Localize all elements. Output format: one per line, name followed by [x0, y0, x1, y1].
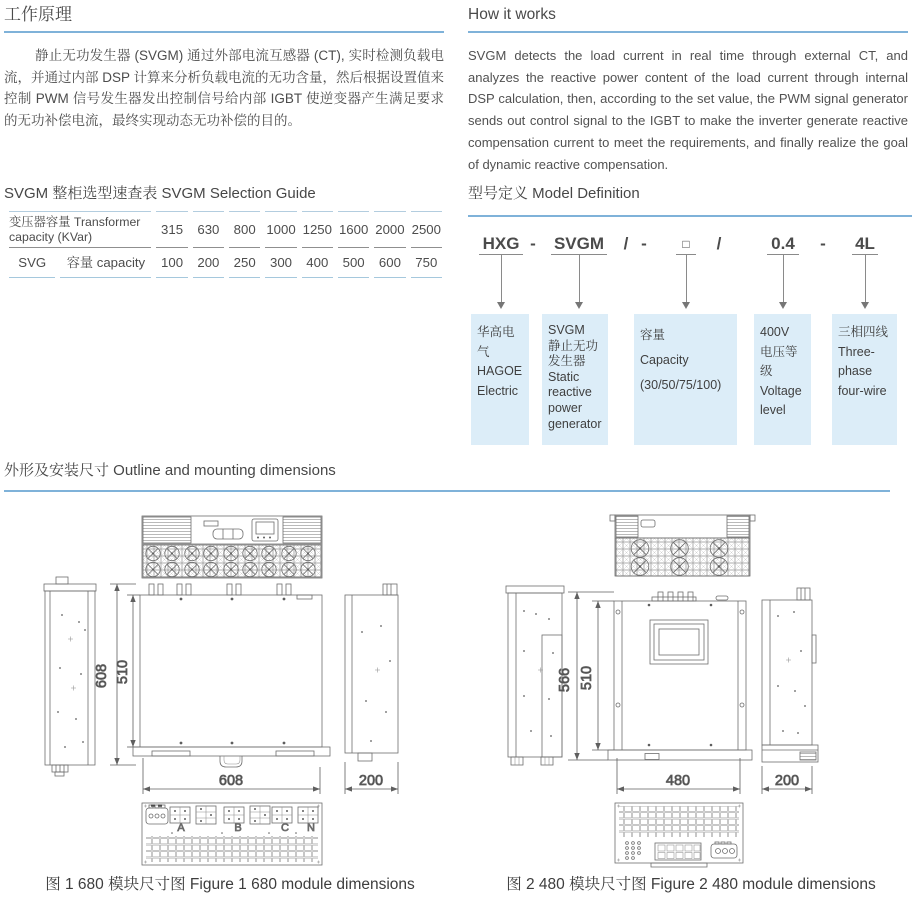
- selection-guide-section: [4, 185, 448, 278]
- svg-capacity-value: 500: [338, 248, 369, 278]
- working-principle-body: 静止无功发生器 (SVGM) 通过外部电流互感器 (CT), 实时检测负载电流，并通过内部 DSP 计算来分析负载电流的无功含量，然后根据设置值来控制 PWM 信号发生器发出控制信号给内部 IGBT 使逆变器产生满足要求的无功补偿电流，最终实现动态无功补偿的目的。: [4, 48, 445, 129]
- annotation-line: 400V: [760, 325, 790, 339]
- annotation-line: Three-: [838, 344, 875, 359]
- annotation-box-capacity: [634, 314, 737, 445]
- annotation-line: 容量: [640, 328, 666, 342]
- terminal-label-c: C: [281, 822, 289, 834]
- fig2-display-screen: [650, 620, 708, 664]
- transformer-capacity-label: 变压器容量 Transformer capacity (KVar): [9, 211, 151, 248]
- how-it-works-body: SVGM detects the load current in real time through external CT, and analyzes the reactive power content of the load current through internal DSP calculation, then, according to the set value, the PWM signal generator sends out control signal to the IGBT to make the inverter generate reactive compensation current to meet the requirements, and finally realize the goal of dynamic reactive compensation.: [468, 48, 908, 172]
- figure1-caption: 图 1 680 模块尺寸图 Figure 1 680 module dimensions: [45, 876, 415, 893]
- annotation-line: level: [760, 403, 786, 417]
- terminal-label-a: A: [177, 822, 185, 834]
- transformer-capacity-value: 1600: [338, 211, 369, 248]
- fig2-dim-inner-height-label: 510: [579, 665, 595, 691]
- annotation-line: Capacity: [640, 353, 689, 367]
- fig2-dim-depth: [762, 766, 812, 794]
- working-principle-section: [4, 4, 444, 132]
- annotation-box-series: [542, 314, 608, 445]
- fig2-power-connector: [711, 842, 737, 858]
- capacity-label: 容量 capacity: [60, 248, 151, 278]
- transformer-capacity-value: 315: [156, 211, 187, 248]
- svg-capacity-value: 600: [374, 248, 405, 278]
- fig2-terminal-block: [655, 843, 701, 860]
- figure2-drawing: [506, 515, 818, 867]
- working-principle-title: 工作原理: [4, 4, 444, 33]
- fig1-side-view-left: [44, 577, 96, 776]
- fig1-power-connector: [146, 805, 168, 825]
- how-it-works-section: [468, 4, 908, 175]
- fig1-terminal-blocks: [170, 806, 318, 824]
- annotation-line: four-wire: [838, 383, 887, 398]
- annotation-line: reactive: [548, 385, 592, 400]
- down-arrow: [767, 254, 799, 255]
- annotation-box-voltage: [754, 314, 811, 445]
- svg-label: SVG: [9, 248, 55, 278]
- transformer-capacity-value: 1000: [265, 211, 296, 248]
- fig1-top-view: [142, 516, 322, 578]
- svg-capacity-value: 300: [265, 248, 296, 278]
- fig1-dim-depth: [345, 762, 398, 794]
- fig1-dim-height-label: 608: [94, 663, 110, 689]
- annotation-line: Electric: [477, 383, 518, 398]
- selection-guide-table: [4, 211, 447, 278]
- slash-separator: /: [623, 234, 629, 253]
- figure2-caption: 图 2 480 模块尺寸图 Figure 2 480 module dimensions: [506, 876, 876, 893]
- outline-drawings: [0, 500, 912, 872]
- fig1-handle: [220, 756, 242, 767]
- annotation-line: Static: [548, 369, 580, 384]
- transformer-capacity-value: 2500: [411, 211, 442, 248]
- fig1-side-view-right: [345, 584, 398, 761]
- selection-guide-title: SVGM 整柜选型速查表 SVGM Selection Guide: [4, 185, 316, 202]
- fig1-dim-inner-height: [115, 595, 140, 747]
- fig1-dim-inner-height-label: 510: [115, 659, 131, 685]
- annotation-line: 三相四线: [838, 325, 889, 339]
- fig1-dim-width-label: 608: [218, 773, 244, 789]
- annotation-line: HAGOE: [477, 364, 523, 378]
- fig2-bottom-view: [615, 803, 743, 867]
- annotation-line: 电压等级: [760, 344, 798, 378]
- model-token-brand: HXG: [482, 234, 520, 253]
- annotation-line: 静止无功: [548, 338, 599, 353]
- annotation-line: SVGM: [548, 323, 585, 337]
- fig2-side-view-left: [506, 586, 564, 765]
- fig2-dim-width-label: 480: [665, 773, 691, 789]
- annotation-line: 发生器: [548, 354, 586, 369]
- fig2-aux-connectors: [626, 842, 641, 860]
- model-token-wires: 4L: [855, 234, 875, 253]
- outline-section: [4, 462, 890, 492]
- how-it-works-title: How it works: [468, 4, 908, 33]
- figure1-drawing: [44, 516, 398, 865]
- svg-capacity-value: 200: [193, 248, 224, 278]
- outline-title: 外形及安装尺寸 Outline and mounting dimensions: [4, 462, 890, 492]
- table-row-svg-capacity: [9, 248, 442, 278]
- annotation-box-wires: [832, 314, 897, 445]
- fig2-dim-height-label: 566: [557, 667, 573, 693]
- down-arrow: [852, 254, 878, 255]
- transformer-capacity-value: 2000: [374, 211, 405, 248]
- fig1-dim-width: [143, 758, 320, 794]
- fig2-side-view-right: [762, 588, 818, 762]
- fig2-dim-depth-label: 200: [774, 773, 800, 789]
- fig2-dim-inner-height: [579, 601, 614, 750]
- annotation-line: Voltage: [760, 383, 802, 398]
- annotation-line: phase: [838, 364, 873, 378]
- svg-capacity-value: 400: [302, 248, 333, 278]
- fig1-dim-depth-label: 200: [358, 773, 384, 789]
- fig1-display-panel: [252, 519, 278, 541]
- svg-capacity-value: 250: [229, 248, 260, 278]
- fig1-front-view: [133, 584, 330, 767]
- annotation-line: generator: [548, 416, 602, 431]
- dash-separator: -: [530, 234, 536, 253]
- slash-separator: /: [716, 234, 722, 253]
- fig2-dim-width: [617, 758, 740, 794]
- annotation-line: power: [548, 400, 583, 415]
- table-row-transformer: [9, 211, 442, 248]
- svg-capacity-value: 100: [156, 248, 187, 278]
- fig2-top-view: [610, 515, 755, 576]
- transformer-capacity-value: 1250: [302, 211, 333, 248]
- down-arrow: [676, 254, 696, 255]
- annotation-box-brand: [471, 314, 529, 445]
- dash-separator: -: [641, 234, 647, 253]
- transformer-capacity-value: 800: [229, 211, 260, 248]
- model-token-series: SVGM: [553, 234, 605, 253]
- model-token-capacity-placeholder: □: [682, 237, 690, 251]
- transformer-capacity-value: 630: [193, 211, 224, 248]
- down-arrow: [551, 254, 607, 255]
- annotation-line: 华高电气: [477, 325, 515, 359]
- dash-separator: -: [820, 234, 826, 253]
- svg-capacity-value: 750: [411, 248, 442, 278]
- model-definition-section: [468, 185, 912, 461]
- terminal-label-n: N: [307, 822, 315, 834]
- model-definition-title: 型号定义 Model Definition: [468, 185, 912, 217]
- annotation-line: (30/50/75/100): [640, 378, 722, 392]
- down-arrow: [479, 254, 523, 255]
- fig1-bottom-view: [142, 803, 322, 865]
- fig2-front-view: [608, 592, 752, 760]
- terminal-label-b: B: [234, 822, 242, 834]
- model-token-voltage: 0.4: [771, 234, 795, 253]
